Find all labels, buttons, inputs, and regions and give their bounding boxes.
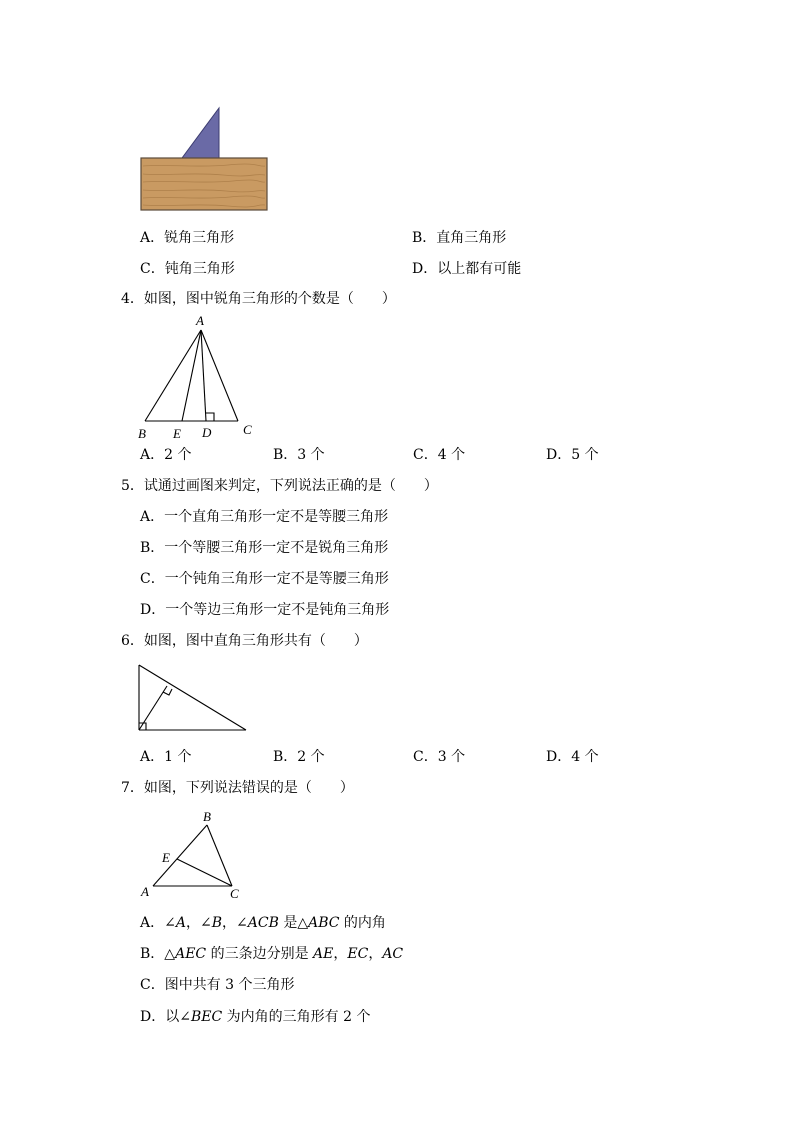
q7-stem: 7．如图，下列说法错误的是（ ）	[121, 780, 354, 796]
q4-label-c: C	[243, 422, 252, 437]
q4-option-a[interactable]: A．2 个	[140, 447, 192, 463]
q4-label-d: D	[202, 425, 212, 440]
q3-option-c[interactable]: C．钝角三角形	[140, 261, 235, 277]
purple-triangle	[182, 108, 219, 158]
q5-stem: 5．试通过画图来判定，下列说法正确的是（ ）	[121, 478, 438, 494]
q7-label-c: C	[230, 886, 239, 901]
q3-option-d[interactable]: D．以上都有可能	[412, 261, 522, 277]
q6-stem: 6．如图，图中直角三角形共有（ ）	[121, 633, 368, 649]
q4-option-c[interactable]: C．4 个	[413, 447, 466, 463]
q4-label-a: A	[196, 313, 204, 328]
q7-option-a[interactable]: A．∠A，∠B，∠ACB 是△ABC 的内角	[140, 915, 386, 931]
q7-option-d[interactable]: D．以∠BEC 为内角的三角形有 2 个	[140, 1009, 371, 1025]
q6-option-c[interactable]: C．3 个	[413, 749, 466, 765]
q4-stem: 4．如图，图中锐角三角形的个数是（ ）	[121, 291, 396, 307]
q4-label-e: E	[173, 426, 181, 441]
q5-option-d[interactable]: D．一个等边三角形一定不是钝角三角形	[140, 602, 390, 618]
q7-option-c[interactable]: C．图中共有 3 个三角形	[140, 977, 295, 993]
q7-figure	[136, 806, 250, 902]
q5-option-c[interactable]: C．一个钝角三角形一定不是等腰三角形	[140, 571, 389, 587]
q6-option-d[interactable]: D．4 个	[546, 749, 599, 765]
q3-option-a[interactable]: A．锐角三角形	[140, 230, 235, 246]
q7-option-b[interactable]: B．△AEC 的三条边分别是 AE，EC，AC	[140, 946, 404, 962]
q4-option-d[interactable]: D．5 个	[546, 447, 599, 463]
q3-option-b[interactable]: B．直角三角形	[412, 230, 507, 246]
q4-option-b[interactable]: B．3 个	[273, 447, 325, 463]
q6-figure	[134, 660, 252, 736]
q6-option-b[interactable]: B．2 个	[273, 749, 325, 765]
q3-figure	[138, 104, 272, 214]
q4-label-b: B	[138, 426, 146, 441]
q5-option-a[interactable]: A．一个直角三角形一定不是等腰三角形	[140, 509, 389, 525]
q5-option-b[interactable]: B．一个等腰三角形一定不是锐角三角形	[140, 540, 389, 556]
q7-label-a: A	[141, 884, 149, 899]
q6-option-a[interactable]: A．1 个	[140, 749, 192, 765]
q4-figure	[130, 310, 270, 445]
q7-label-e: E	[162, 850, 170, 865]
q7-label-b: B	[203, 809, 211, 824]
